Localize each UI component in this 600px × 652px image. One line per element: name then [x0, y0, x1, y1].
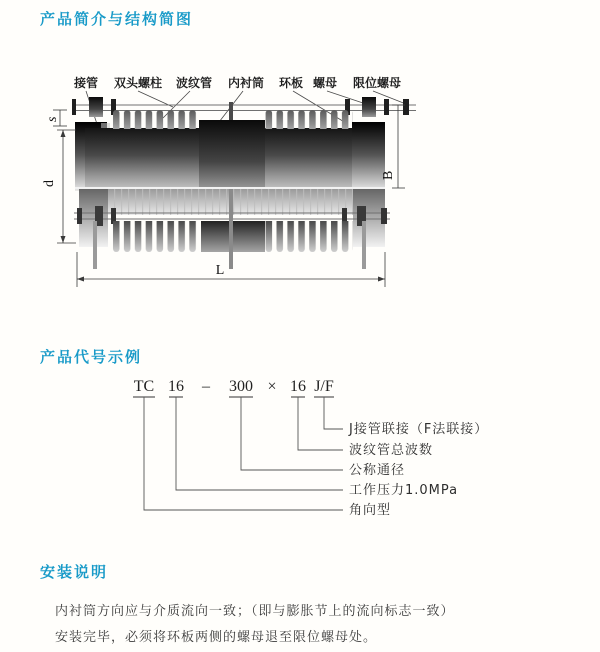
- dim-label-d: d: [42, 180, 57, 187]
- label-bellows: 波纹管: [175, 76, 213, 90]
- expansion-joint-drawing: [40, 66, 510, 306]
- center-collar: [199, 120, 265, 189]
- token-connection: J/F: [314, 378, 334, 395]
- token-diameter: 300: [229, 378, 253, 395]
- token-waves: 16: [290, 378, 306, 395]
- install-instruction-1: 内衬筒方向应与介质流向一致；（即与膨胀节上的流向标志一致）: [55, 604, 455, 619]
- token-pressure: 16: [168, 378, 184, 395]
- code-example-diagram: [130, 372, 600, 530]
- bellows-top-right: [265, 110, 353, 129]
- structure-diagram: [40, 66, 510, 306]
- bellows-top-left: [111, 110, 199, 129]
- dim-label-L: L: [215, 263, 225, 278]
- limit-nut-top-right: [403, 99, 409, 115]
- explanation-waves: 波纹管总波数: [349, 443, 434, 458]
- explanation-diameter: 公称通径: [349, 463, 406, 478]
- nut-top-left-1: [72, 99, 76, 115]
- label-ring-plate: 环板: [278, 76, 304, 90]
- explanation-type: 角向型: [349, 503, 392, 518]
- joint-upper-half: [75, 110, 385, 189]
- label-limit-nut: 限位螺母: [352, 76, 402, 90]
- section-title-code: 产品代号示例: [40, 348, 143, 366]
- stud-bottom-left: [93, 221, 97, 269]
- token-dash: –: [202, 378, 210, 395]
- label-stud-bolt: 双头螺柱: [113, 76, 163, 90]
- nut-bottom-right-3: [381, 208, 387, 224]
- label-nut: 螺母: [312, 76, 338, 90]
- install-instruction-2: 安装完毕，必须将环板两侧的螺母退至限位螺母处。: [55, 630, 378, 645]
- code-breakdown: [130, 372, 600, 530]
- section-title-install: 安装说明: [40, 563, 109, 581]
- stud-bottom-right: [362, 221, 366, 269]
- token-times: ×: [267, 378, 277, 395]
- label-inner-sleeve: 内衬筒: [227, 76, 265, 90]
- explanation-pressure: 工作压力1.0MPa: [349, 483, 459, 498]
- dimension-s: [45, 110, 67, 126]
- code-explanations: [348, 421, 488, 518]
- token-type: TC: [133, 378, 155, 395]
- dimension-d: [42, 130, 76, 243]
- part-labels: [73, 75, 401, 90]
- label-connecting-pipe: 接管: [73, 76, 99, 90]
- nut-top-right-2: [384, 99, 389, 115]
- dim-label-B: B: [381, 170, 396, 180]
- center-stud-bottom: [229, 189, 233, 269]
- coupling-top-left: [89, 97, 103, 117]
- coupling-top-right: [362, 97, 376, 117]
- section-title-intro: 产品简介与结构简图: [40, 10, 194, 28]
- bellows-bottom-left: [111, 221, 199, 252]
- connector-lines: [144, 397, 343, 510]
- joint-lower-half: [74, 189, 390, 269]
- nut-bottom-left-1: [77, 208, 82, 224]
- dim-label-s: s: [45, 116, 60, 122]
- bellows-bottom-right: [265, 221, 353, 252]
- explanation-connection: J接管联接（F法联接）: [349, 422, 489, 437]
- code-tokens: [134, 378, 334, 395]
